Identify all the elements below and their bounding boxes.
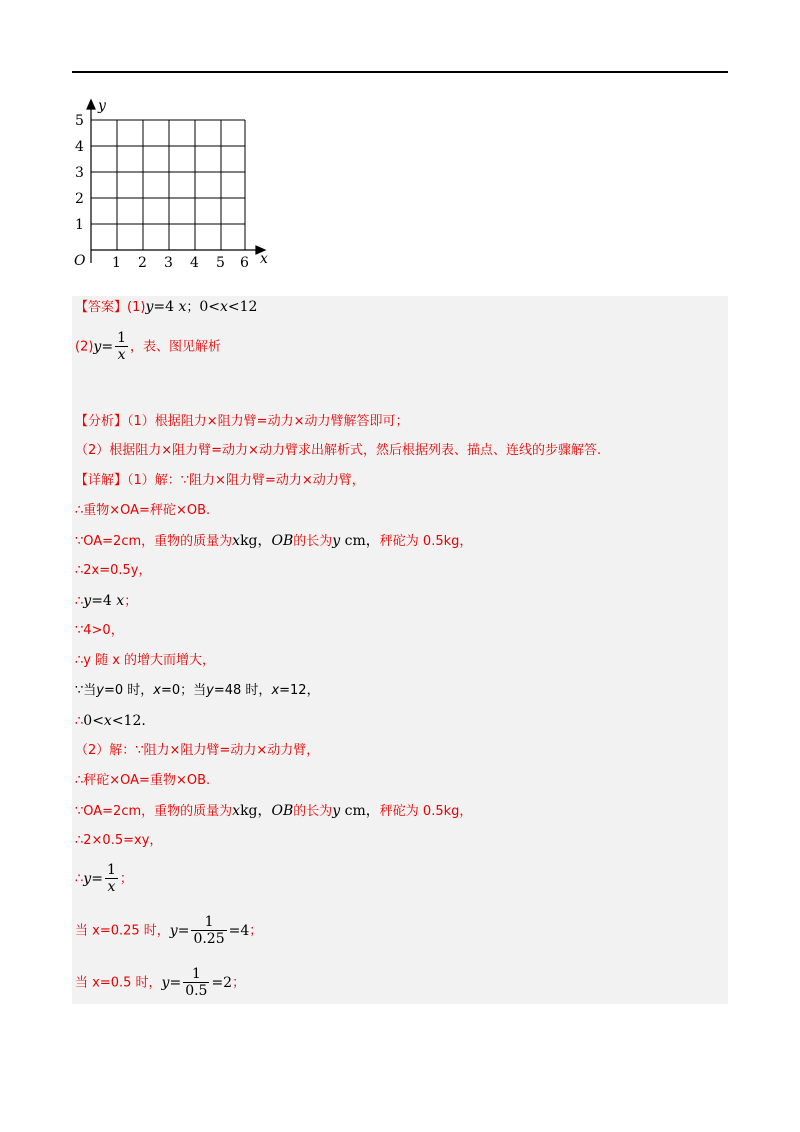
y-tick-label: 1 — [75, 217, 84, 233]
fraction-numerator: 1 — [106, 862, 116, 878]
detail-text: （2）解：∵阻力×阻力臂=动力×动力臂， — [75, 743, 320, 758]
fraction-denominator: 0.25 — [193, 931, 225, 947]
detail-text: =0；当 — [160, 683, 207, 698]
math-var: OB — [271, 533, 294, 549]
detail-line-11 — [75, 772, 210, 790]
detail-text: ∴ — [75, 871, 84, 887]
math-var: x — [271, 683, 280, 698]
analysis-line-1 — [75, 413, 408, 431]
y-tick-label: 4 — [75, 139, 84, 155]
fraction-denominator: x — [115, 346, 128, 363]
detail-text: ； — [124, 594, 138, 609]
detail-text: 秤砣为 0.5kg， — [379, 804, 473, 819]
math-text: 0< — [199, 299, 221, 315]
y-tick-label: 2 — [75, 191, 84, 207]
answer-separator: ； — [186, 300, 200, 315]
math-text: =4 — [153, 299, 174, 315]
math-text: =2 — [211, 974, 233, 991]
detail-text: =48 时， — [213, 683, 272, 698]
detail-line-6 — [75, 622, 124, 640]
x-tick-label: 2 — [138, 255, 147, 271]
detail-tag: 【详解】 — [75, 473, 128, 488]
origin-label: O — [74, 253, 86, 269]
math-text: <12 — [227, 299, 258, 315]
math-var: y — [332, 533, 341, 549]
math-text: = — [91, 870, 103, 887]
detail-line-12 — [75, 802, 472, 821]
math-var: x — [232, 803, 241, 819]
fraction — [115, 330, 128, 363]
detail-text: =0 时， — [103, 683, 154, 698]
x-tick-label: 1 — [112, 255, 121, 271]
detail-text: ∴y 随 x 的增大而增大， — [75, 653, 216, 668]
analysis-tag: 【分析】 — [75, 414, 128, 429]
math-text: =4 — [228, 922, 250, 939]
math-var: y — [332, 803, 341, 819]
math-var: x — [232, 533, 241, 549]
answer-tag: 【答案】 — [75, 300, 128, 315]
math-text: cm， — [344, 803, 380, 819]
detail-line-16 — [75, 966, 245, 999]
math-var: y — [83, 870, 92, 887]
math-var: x — [116, 593, 125, 609]
math-text: = — [177, 922, 190, 939]
detail-text: 的长为 — [293, 804, 333, 819]
y-axis-arrow — [87, 100, 95, 109]
detail-line-8 — [75, 682, 320, 700]
detail-line-14 — [75, 862, 133, 895]
detail-text: ∴2×0.5=xy， — [75, 833, 163, 848]
math-var: y — [145, 299, 154, 315]
detail-text: 的长为 — [293, 534, 333, 549]
detail-line-15 — [75, 914, 262, 947]
coordinate-grid-figure — [68, 95, 278, 280]
fraction — [183, 966, 209, 999]
axes — [87, 100, 265, 263]
math-text: kg， — [240, 533, 272, 549]
detail-text: ∴ — [75, 714, 84, 729]
math-var: x — [220, 299, 228, 315]
x-tick-label: 3 — [164, 255, 173, 271]
fraction-numerator: 1 — [117, 330, 126, 346]
detail-text: ∴ — [75, 594, 84, 609]
detail-text: ∵4>0， — [75, 623, 124, 638]
math-text: cm， — [344, 533, 380, 549]
detail-line-1 — [75, 472, 365, 490]
detail-text: 秤砣为 0.5kg， — [379, 534, 473, 549]
math-var: x — [153, 683, 161, 698]
detail-line-9 — [75, 712, 146, 731]
analysis-text: （1）根据阻力×阻力臂=动力×动力臂解答即可； — [127, 414, 409, 429]
math-text: 0< — [83, 713, 104, 729]
y-tick-label: 3 — [75, 165, 84, 181]
header-rule — [72, 71, 728, 73]
detail-line-4 — [75, 562, 152, 580]
math-var: y — [83, 593, 92, 609]
detail-text: ； — [249, 923, 263, 939]
detail-text: ∴2x=0.5y， — [75, 563, 152, 578]
detail-text: ∵OA=2cm，重物的质量为 — [75, 534, 233, 549]
fraction-denominator: x — [105, 878, 118, 895]
math-var: y — [206, 683, 214, 698]
fraction-numerator: 1 — [191, 966, 201, 982]
math-text: =4 — [91, 593, 112, 609]
answer-part-label: (1) — [127, 300, 146, 315]
math-var: y — [169, 922, 178, 939]
detail-text: ∵OA=2cm，重物的质量为 — [75, 804, 233, 819]
detail-line-5 — [75, 592, 137, 611]
math-var: y — [93, 338, 102, 355]
detail-text: （1）解：∵阻力×阻力臂=动力×动力臂， — [127, 473, 365, 488]
math-var: y — [96, 683, 104, 698]
analysis-line-2 — [75, 442, 601, 460]
x-tick-label: 6 — [240, 255, 249, 271]
math-var: x — [103, 713, 112, 729]
grid-lines — [91, 120, 245, 250]
detail-text: ∴重物×OA=秤砣×OB. — [75, 503, 211, 518]
detail-line-7 — [75, 652, 215, 670]
detail-text: ； — [119, 871, 133, 887]
detail-text: 当 x=0.5 时， — [75, 975, 162, 991]
y-tick-label: 5 — [75, 113, 84, 129]
x-axis-label: x — [260, 251, 268, 267]
math-text: = — [169, 974, 182, 991]
math-text: kg， — [240, 803, 272, 819]
detail-line-2 — [75, 502, 210, 520]
answer-part-label: (2) — [75, 339, 94, 355]
x-tick-label: 4 — [190, 255, 199, 271]
y-axis-label: y — [98, 98, 106, 114]
math-text: = — [101, 338, 114, 355]
x-tick-label: 5 — [216, 255, 225, 271]
answer-line-2 — [75, 330, 221, 363]
detail-text: ∴秤砣×OA=重物×OB. — [75, 773, 211, 788]
detail-text: 当 x=0.25 时， — [75, 923, 170, 939]
math-var: x — [178, 299, 187, 315]
math-var: OB — [271, 803, 294, 819]
fraction-denominator: 0.5 — [185, 983, 208, 999]
answer-line-1 — [75, 298, 257, 317]
detail-text: ∵当 — [75, 683, 97, 698]
fraction-numerator: 1 — [204, 914, 214, 930]
math-var: y — [161, 974, 170, 991]
fraction — [191, 914, 226, 947]
analysis-text: （2）根据阻力×阻力臂=动力×动力臂求出解析式，然后根据列表、描点、连线的步骤解答. — [75, 443, 602, 458]
detail-line-3 — [75, 532, 472, 551]
answer-panel — [72, 296, 728, 1004]
fraction — [105, 862, 118, 895]
math-text: <12. — [111, 713, 146, 729]
detail-text: ； — [232, 975, 246, 991]
detail-line-10 — [75, 742, 319, 760]
detail-line-13 — [75, 832, 162, 850]
detail-text: =12， — [279, 683, 320, 698]
answer-tail: ，表、图见解析 — [130, 339, 222, 355]
